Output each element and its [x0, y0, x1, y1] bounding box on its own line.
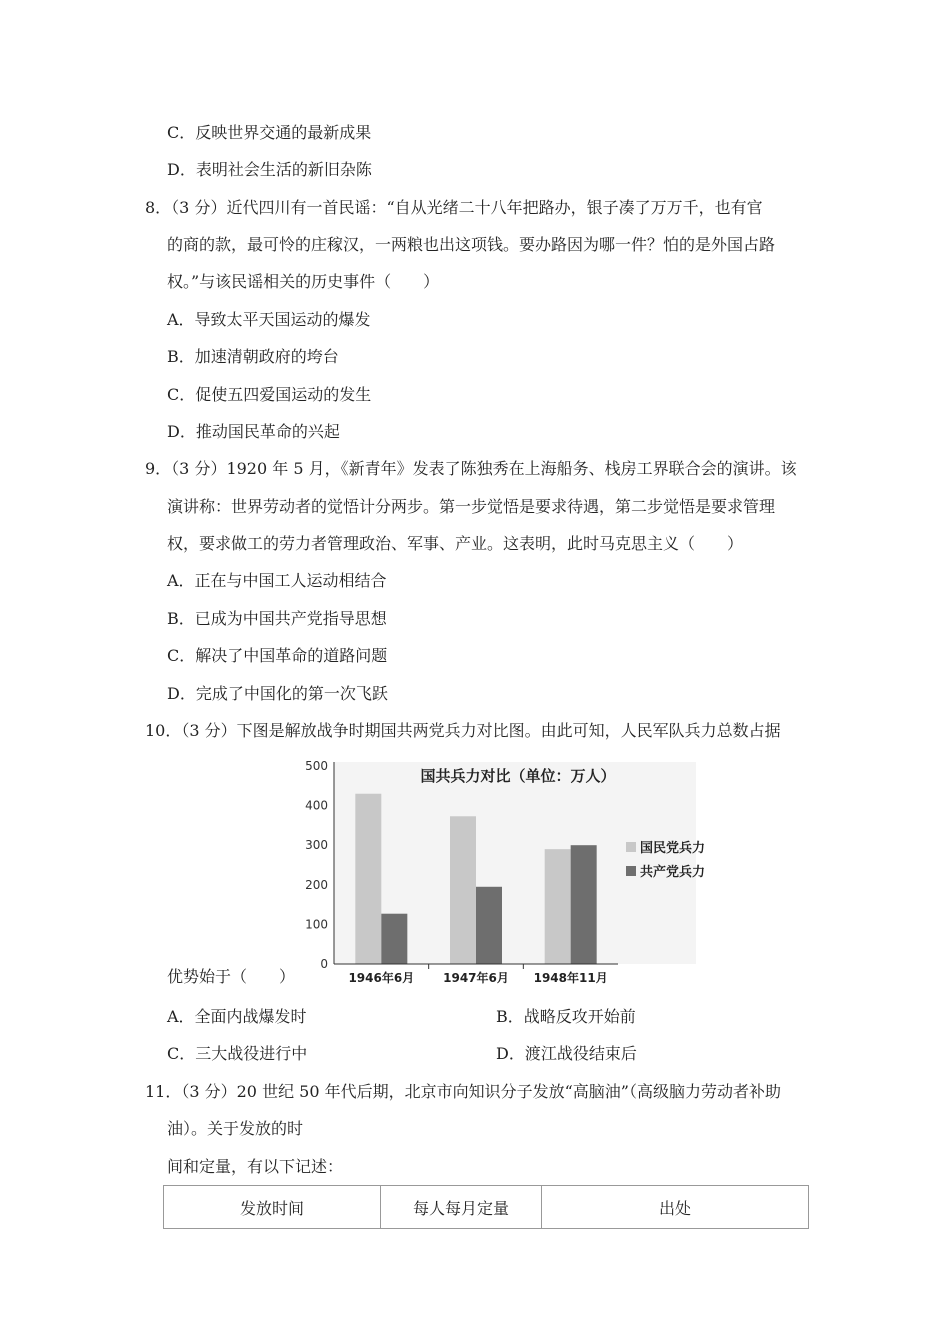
q9-stem-line1: 9．（3 分）1920 年 5 月，《新青年》发表了陈独秀在上海船务、栈房工界联合会的演讲。该: [145, 459, 797, 478]
q11-stem-line3: 间和定量，有以下记述：: [167, 1157, 344, 1176]
chart-title: 国共兵力对比（单位：万人）: [420, 767, 616, 785]
y-tick-label: 300: [305, 838, 328, 853]
q8-stem-line3: 权。”与该民谣相关的历史事件（ ）: [167, 272, 440, 291]
x-tick-label: 1948年11月: [533, 971, 608, 985]
table-header-cell: 每人每月定量: [381, 1186, 542, 1229]
y-tick-label: 100: [305, 917, 328, 932]
q10-option-d: D．渡江战役结束后: [496, 1044, 637, 1063]
legend-label: 国民党兵力: [640, 841, 706, 856]
q9-option-d: D．完成了中国化的第一次飞跃: [167, 684, 388, 703]
troop-comparison-chart: [296, 754, 706, 986]
bar-kmt-2: [545, 849, 571, 964]
bar-kmt-0: [355, 794, 381, 964]
q10-stem-line1: 10．（3 分）下图是解放战争时期国共两党兵力对比图。由此可知，人民军队兵力总数占据: [145, 721, 781, 740]
q11-stem-line1: 11．（3 分）20 世纪 50 年代后期，北京市向知识分子发放“高脑油”（高级脑力劳动者补助: [145, 1082, 781, 1101]
bar-ccp-1: [476, 887, 502, 964]
q11-stem-line2: 油）。关于发放的时: [167, 1119, 304, 1138]
q8-option-c: C．促使五四爱国运动的发生: [167, 385, 372, 404]
x-tick-label: 1946年6月: [348, 971, 415, 985]
q9-option-b: B．已成为中国共产党指导思想: [167, 609, 387, 628]
bar-ccp-0: [381, 914, 407, 964]
x-tick-label: 1947年6月: [443, 971, 509, 985]
q8-option-b: B．加速清朝政府的垮台: [167, 347, 339, 366]
x-axis: [334, 964, 618, 985]
table-header-cell: 出处: [542, 1186, 809, 1229]
bar-ccp-2: [571, 845, 597, 964]
y-tick-label: 200: [305, 877, 328, 892]
q9-stem-line3: 权，要求做工的劳力者管理政治、军事、产业。这表明，此时马克思主义（ ）: [167, 534, 744, 553]
y-axis: [305, 759, 334, 971]
y-tick-label: 400: [305, 798, 328, 813]
legend-swatch: [626, 842, 636, 852]
ration-table: [163, 1185, 809, 1229]
q10-option-b: B．战略反攻开始前: [496, 1007, 636, 1026]
q8-option-a: A．导致太平天国运动的爆发: [167, 310, 371, 329]
q10-option-a: A．全面内战爆发时: [167, 1007, 307, 1026]
table-header-cell: 发放时间: [164, 1186, 381, 1229]
q9-option-c: C．解决了中国革命的道路问题: [167, 646, 388, 665]
bar-chart-svg: [296, 754, 706, 986]
bar-kmt-1: [450, 816, 476, 964]
q9-stem-line2: 演讲称：世界劳动者的觉悟计分两步。第一步觉悟是要求待遇，第二步觉悟是要求管理: [167, 497, 776, 516]
y-tick-label: 0: [320, 957, 328, 971]
q10-stem-line2: 优势始于（ ）: [167, 967, 296, 986]
table-header-row: [164, 1186, 809, 1229]
q7-option-c: C．反映世界交通的最新成果: [167, 123, 372, 142]
q8-stem-line2: 的商的款，最可怜的庄稼汉，一两粮也出这项钱。要办路因为哪一件？怕的是外国占路: [167, 235, 776, 254]
q8-stem-line1: 8．（3 分）近代四川有一首民谣：“自从光绪二十八年把路办，银子凑了万万千，也有官: [145, 198, 763, 217]
legend-swatch: [626, 866, 636, 876]
q10-option-c: C．三大战役进行中: [167, 1044, 308, 1063]
legend-label: 共产党兵力: [640, 865, 706, 880]
y-tick-label: 500: [305, 759, 328, 773]
q7-option-d: D．表明社会生活的新旧杂陈: [167, 160, 372, 179]
q9-option-a: A．正在与中国工人运动相结合: [167, 571, 387, 590]
q8-option-d: D．推动国民革命的兴起: [167, 422, 340, 441]
